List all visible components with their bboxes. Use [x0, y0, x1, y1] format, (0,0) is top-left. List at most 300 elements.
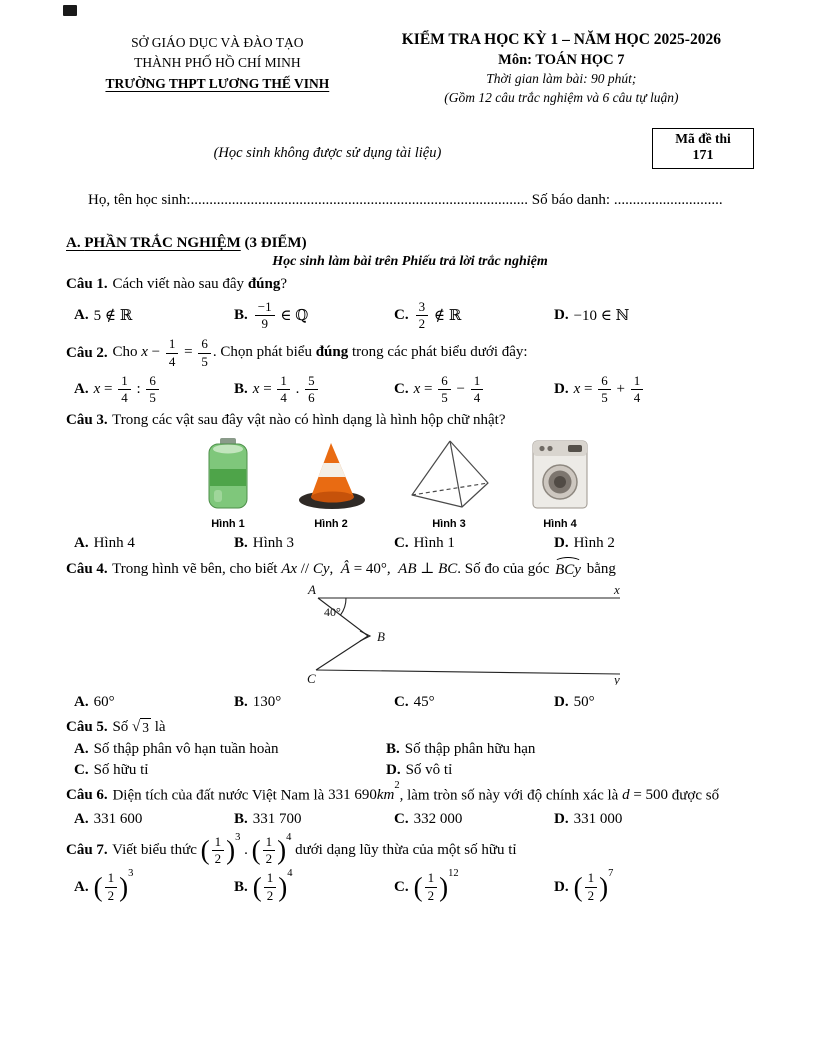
fraction: [631, 374, 644, 406]
question-6-stem: [66, 779, 754, 807]
math-expression: [141, 336, 213, 370]
question-3-stem: [66, 410, 754, 432]
denominator: 2: [266, 887, 274, 903]
math-text: +: [612, 381, 629, 398]
option-label: B.: [234, 381, 248, 398]
option-B: [234, 373, 394, 407]
math-text: 130°: [252, 694, 282, 711]
option-value: [574, 373, 646, 407]
math-expression: [200, 831, 292, 868]
option-D: [554, 870, 754, 904]
question-1-options: [66, 299, 754, 333]
fraction: [277, 374, 290, 406]
math-text: Hình 4: [93, 534, 135, 551]
denominator: 9: [261, 315, 268, 331]
close-paren: ): [226, 835, 236, 866]
numerator: 1: [105, 871, 118, 887]
option-B: [386, 740, 754, 760]
option-label: B.: [234, 306, 248, 323]
exam-title: KIỂM TRA HỌC KỲ 1 – NĂM HỌC 2025-2026: [401, 31, 721, 48]
exam-header: [66, 30, 754, 107]
stem-text: . Số đo của góc: [457, 561, 554, 578]
figure-3: [406, 437, 492, 530]
stem-bold-text: đúng: [315, 344, 349, 361]
open-paren: (: [252, 872, 262, 902]
stem-text: dưới dạng lũy thừa của một số hữu tỉ: [291, 842, 517, 858]
geometry-diagram: [302, 583, 632, 685]
exam-structure: (Gồm 12 câu trắc nghiệm và 6 câu tự luận): [444, 89, 679, 105]
math-text: 331 690: [328, 786, 377, 803]
exponent: 12: [448, 868, 459, 880]
option-value: [414, 535, 455, 552]
option-A: [74, 740, 386, 760]
question-4-options: [66, 693, 754, 713]
question-5-label: Câu 5.: [66, 718, 108, 735]
figure-1: [200, 437, 256, 530]
math-expression: [553, 557, 583, 582]
option-label: D.: [554, 878, 569, 895]
denominator: 2: [214, 851, 222, 867]
option-value: [414, 373, 486, 407]
math-text: ⊥: [416, 560, 439, 577]
option-value: [253, 870, 293, 904]
open-paren: (: [573, 872, 583, 902]
option-label: A.: [74, 534, 89, 551]
math-text: 45°: [413, 694, 435, 711]
option-label: B.: [386, 741, 400, 758]
option-B: [234, 533, 394, 553]
math-text: 50°: [573, 694, 595, 711]
question-3-figures: [66, 437, 724, 530]
header-department-block: [66, 30, 369, 107]
diagram-angle-label: 40°: [324, 604, 341, 619]
denominator: 4: [121, 390, 128, 406]
question-7-stem: [66, 831, 754, 868]
question-3: [66, 410, 754, 553]
option-B: [234, 693, 394, 713]
figure-caption: Hình 3: [432, 518, 466, 531]
question-2-options: [66, 373, 754, 407]
figure-caption: Hình 1: [211, 518, 245, 531]
open-paren: (: [251, 835, 261, 866]
math-text: −10 ∈ ℕ: [573, 307, 630, 324]
open-paren: (: [93, 872, 103, 902]
math-expression: [328, 779, 400, 807]
option-label: A.: [74, 381, 89, 398]
option-value: [253, 694, 282, 711]
option-D: [554, 693, 754, 713]
numerator: 1: [264, 871, 277, 887]
option-label: C.: [394, 811, 409, 828]
option-C: [394, 373, 554, 407]
stem-text: ?: [280, 275, 288, 292]
math-variable: Ax: [281, 560, 298, 577]
option-value: [253, 299, 309, 333]
stem-bold-text: đúng: [247, 275, 281, 292]
student-info-line: [66, 192, 754, 209]
option-D: [386, 761, 754, 781]
exponent: 3: [128, 868, 134, 880]
fraction: [305, 374, 318, 406]
department-line-2: THÀNH PHỐ HỒ CHÍ MINH: [134, 55, 301, 71]
stem-text: Trong các vật sau đây vật nào có hình dạng là hình hộp chữ nhật?: [108, 412, 506, 429]
option-label: D.: [386, 762, 401, 779]
close-paren: ): [119, 872, 129, 902]
math-text: 5 ∉ ℝ: [93, 307, 133, 324]
option-label: C.: [394, 306, 409, 323]
question-4-diagram: [302, 583, 754, 690]
option-value: [414, 299, 462, 333]
option-value: [414, 811, 463, 828]
option-A: [74, 533, 234, 553]
math-text: = 500: [629, 786, 669, 803]
question-6-label: Câu 6.: [66, 787, 108, 804]
question-3-label: Câu 3.: [66, 412, 108, 429]
parenthesized-expression: [251, 831, 292, 868]
stem-text: Diện tích của đất nước Việt Nam là: [108, 787, 329, 804]
fraction: [105, 871, 118, 903]
math-variable: km: [376, 786, 395, 803]
fraction: [166, 337, 179, 369]
figure-caption: Hình 2: [314, 518, 348, 531]
no-material-note: (Học sinh không được sử dụng tài liệu): [213, 144, 442, 161]
math-text: =: [580, 381, 597, 398]
question-5-options-row-2: [66, 761, 754, 781]
exponent: 2: [394, 779, 400, 791]
stem-text: là: [151, 718, 166, 735]
option-label: A.: [74, 694, 89, 711]
fraction: [264, 871, 277, 903]
option-C: [394, 693, 554, 713]
stem-text: Viết biểu thức: [108, 842, 201, 858]
math-text: .: [291, 381, 304, 398]
option-C: [394, 810, 554, 830]
math-text: 331 700: [252, 811, 302, 828]
math-variable: x: [413, 381, 421, 398]
option-label: D.: [554, 306, 569, 323]
exam-duration: Thời gian làm bài: 90 phút;: [486, 71, 637, 87]
denominator: 6: [308, 390, 315, 406]
fraction: [255, 300, 275, 332]
washing-machine-image: [530, 437, 590, 511]
fraction: [263, 835, 276, 867]
exam-code-value: 171: [692, 148, 714, 163]
fraction: [146, 374, 159, 406]
option-value: [94, 373, 161, 407]
denominator: 2: [587, 887, 595, 903]
option-D: [554, 810, 754, 830]
question-6-options: [66, 810, 754, 830]
numerator: 1: [471, 374, 484, 390]
math-text: 331 000: [573, 811, 623, 828]
school-name: TRƯỜNG THPT LƯƠNG THẾ VINH: [105, 75, 330, 91]
question-5: [66, 717, 754, 781]
exam-subject: Môn: TOÁN HỌC 7: [498, 51, 625, 68]
question-1-stem: [66, 274, 754, 296]
option-label: A.: [74, 741, 89, 758]
option-A: [74, 810, 234, 830]
denominator: 5: [149, 390, 156, 406]
math-expression: [622, 785, 668, 807]
option-value: [94, 535, 135, 552]
option-value: [574, 694, 595, 711]
close-paren: ): [277, 835, 287, 866]
pyramid-image: [406, 437, 492, 511]
option-B: [234, 299, 394, 333]
numerator: 1: [425, 871, 438, 887]
option-label: D.: [554, 811, 569, 828]
question-4-label: Câu 4.: [66, 561, 108, 578]
math-variable: Cy: [312, 560, 330, 577]
numerator: 1: [631, 374, 644, 390]
option-label: C.: [394, 878, 409, 895]
traffic-cone-image: [294, 437, 368, 511]
question-4: [66, 557, 754, 713]
fraction: [416, 300, 429, 332]
parenthesized-expression: [253, 870, 293, 904]
option-D: [554, 305, 754, 325]
exam-code-label: Mã đề thi: [675, 131, 731, 146]
option-label: A.: [74, 306, 89, 323]
question-5-options-row-1: [66, 740, 754, 760]
option-A: [74, 693, 234, 713]
math-text: ∉ ℝ: [430, 307, 462, 324]
option-label: B.: [234, 811, 248, 828]
student-name-field: Họ, tên học sinh:..........................................................................................: [88, 191, 528, 208]
parenthesized-expression: [200, 831, 241, 868]
option-label: C.: [394, 534, 409, 551]
math-text: 332 000: [413, 811, 463, 828]
option-C: [394, 533, 554, 553]
diagram-label-B: B: [377, 628, 385, 644]
fraction: [425, 871, 438, 903]
exponent: 4: [286, 831, 292, 843]
exponent: 7: [608, 868, 614, 880]
option-label: D.: [554, 694, 569, 711]
option-label: C.: [394, 381, 409, 398]
option-value: [253, 811, 302, 828]
option-label: A.: [74, 878, 89, 895]
math-text: =: [420, 381, 437, 398]
denominator: 2: [418, 315, 426, 331]
option-label: B.: [234, 534, 248, 551]
option-value: [94, 306, 133, 325]
question-3-options: [66, 533, 754, 553]
fraction: [198, 337, 211, 369]
diagram-label-C: C: [307, 670, 316, 685]
numerator: 6: [438, 374, 451, 390]
figure-4: [530, 437, 590, 530]
option-A: [74, 373, 234, 407]
denominator: 4: [633, 390, 641, 406]
math-variable: x: [93, 381, 101, 398]
option-label: B.: [234, 694, 248, 711]
section-a-prefix: A.: [66, 234, 85, 251]
stem-text: được số: [668, 787, 720, 804]
battery-image: [200, 437, 256, 511]
option-value: [94, 870, 134, 904]
option-label: C.: [394, 694, 409, 711]
math-text: Hình 3: [252, 534, 295, 551]
option-label: C.: [74, 762, 89, 779]
fraction: [212, 835, 225, 867]
math-text: Số hữu tỉ: [93, 762, 149, 779]
section-a-underlined: [66, 235, 241, 251]
diagram-label-A: A: [308, 582, 316, 597]
option-D: [554, 533, 754, 553]
numerator: 1: [166, 337, 179, 353]
math-text: Số vô tỉ: [405, 762, 453, 779]
option-value: [574, 306, 630, 325]
option-label: B.: [234, 878, 248, 895]
parenthesized-expression: [414, 870, 459, 904]
question-7-label: Câu 7.: [66, 842, 108, 858]
numerator: 6: [198, 337, 211, 353]
math-text: ,: [329, 560, 341, 577]
math-text: ∈ ℚ: [276, 307, 309, 324]
option-value: [405, 741, 536, 758]
fraction: [598, 374, 611, 406]
close-paren: ): [599, 872, 609, 902]
option-value: [94, 762, 149, 779]
math-text: =: [100, 381, 117, 398]
question-5-stem: [66, 717, 754, 739]
fraction: [438, 374, 451, 406]
numerator: 1: [212, 835, 225, 851]
math-text: Số thập phân hữu hạn: [404, 741, 536, 758]
option-value: [253, 373, 320, 407]
numerator: 5: [305, 374, 318, 390]
math-variable: x: [252, 381, 260, 398]
denominator: 2: [265, 851, 273, 867]
radical-sign: √: [132, 718, 141, 735]
numerator: 1: [263, 835, 276, 851]
option-value: [414, 870, 459, 904]
option-value: [414, 694, 435, 711]
denominator: 5: [201, 353, 208, 369]
math-text: −: [147, 344, 164, 361]
option-label: D.: [554, 534, 569, 551]
question-6: [66, 779, 754, 830]
option-value: [94, 694, 115, 711]
math-variable: x: [573, 381, 581, 398]
option-C: [394, 299, 554, 333]
stem-text: Trong hình vẽ bên, cho biết: [108, 561, 282, 578]
square-root: [132, 718, 151, 737]
figure-2: [294, 437, 368, 530]
open-paren: (: [413, 872, 423, 902]
question-2: [66, 336, 754, 406]
math-text: Hình 1: [413, 534, 455, 551]
fraction: [118, 374, 131, 406]
math-variable: BC: [438, 560, 458, 577]
diagram-label-x: x: [614, 582, 620, 597]
math-text: −: [452, 381, 469, 398]
option-value: [574, 811, 623, 828]
option-value: [94, 741, 279, 758]
figure-caption: Hình 4: [543, 518, 577, 531]
stem-text: Số: [108, 718, 133, 735]
numerator: 6: [146, 374, 159, 390]
math-text: 60°: [93, 694, 115, 711]
option-C: [394, 870, 554, 904]
denominator: 2: [107, 887, 115, 903]
section-a-subtitle: Học sinh làm bài trên Phiếu trả lời trắc nghiệm: [272, 253, 548, 269]
stem-text: Cách viết nào sau đây: [108, 275, 248, 292]
math-text: 331 600: [93, 811, 143, 828]
parenthesized-expression: [94, 870, 134, 904]
option-B: [234, 870, 394, 904]
angle-arc-name: BCy: [553, 557, 583, 582]
math-expression: [281, 559, 457, 581]
denominator: 5: [441, 390, 448, 406]
option-value: [406, 762, 453, 779]
numerator: 1: [585, 871, 598, 887]
denominator: 4: [168, 353, 176, 369]
denominator: 2: [427, 887, 435, 903]
denominator: 5: [601, 390, 608, 406]
exponent: 3: [235, 831, 241, 843]
question-2-stem: [66, 336, 754, 370]
math-variable: x: [141, 344, 148, 361]
student-id-field: Số báo danh: .............................: [528, 191, 723, 208]
numerator: −1: [255, 300, 275, 316]
option-D: [554, 373, 754, 407]
math-text: =: [180, 344, 197, 361]
stem-text: trong các phát biểu dưới đây:: [348, 344, 528, 361]
math-text: .: [240, 841, 252, 858]
fraction: [471, 374, 484, 406]
section-a-title: [66, 235, 754, 252]
math-expression: [132, 718, 151, 737]
option-B: [234, 810, 394, 830]
numerator: 6: [598, 374, 611, 390]
stem-text: bằng: [582, 561, 616, 578]
option-value: [574, 535, 615, 552]
option-A: [74, 870, 234, 904]
numerator: 1: [277, 374, 290, 390]
option-value: [253, 535, 294, 552]
section-a-heading: PHẦN TRẮC NGHIỆM: [84, 234, 241, 251]
header-exam-block: [369, 30, 754, 107]
math-text: //: [297, 560, 313, 577]
math-text: Hình 2: [573, 534, 615, 551]
stem-text: . Chọn phát biểu: [212, 344, 316, 361]
stem-text: Cho: [108, 344, 142, 361]
exponent: 4: [287, 868, 293, 880]
option-A: [74, 305, 234, 325]
math-text: =: [259, 381, 276, 398]
denominator: 4: [280, 390, 287, 406]
numerator: 3: [416, 300, 429, 316]
math-variable: Â: [340, 560, 350, 577]
denominator: 4: [473, 390, 481, 406]
scan-artifact-mark: [63, 5, 77, 16]
department-line-1: SỞ GIÁO DỤC VÀ ĐÀO TẠO: [131, 35, 304, 50]
question-1: [66, 274, 754, 332]
math-variable: AB: [398, 560, 417, 577]
math-text: Số thập phân vô hạn tuần hoàn: [93, 741, 279, 758]
radicand: 3: [140, 718, 151, 737]
exam-code-box: [652, 128, 754, 169]
stem-text: , làm tròn số này với độ chính xác là: [399, 787, 623, 804]
math-text: :: [132, 381, 145, 398]
math-variable: d: [622, 786, 630, 803]
fraction: [585, 871, 598, 903]
question-1-label: Câu 1.: [66, 275, 108, 292]
option-value: [574, 870, 614, 904]
question-7-options: [66, 870, 754, 904]
